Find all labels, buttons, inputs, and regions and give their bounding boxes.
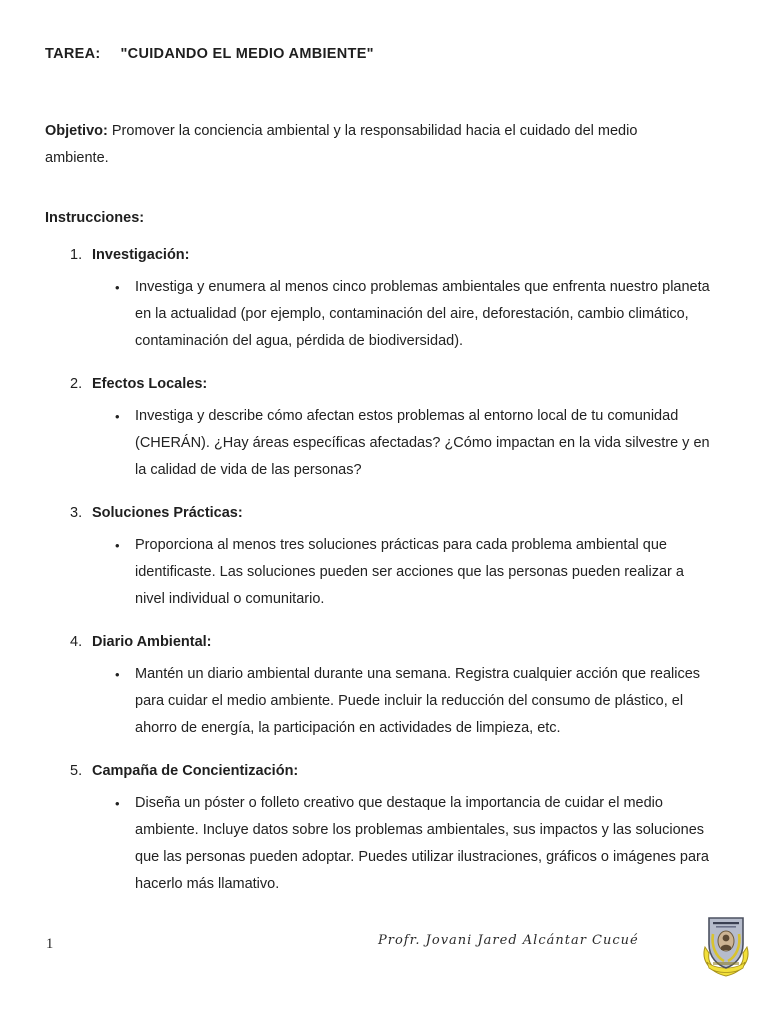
teacher-signature: Profr. Jovani Jared Alcántar Cucué <box>378 933 639 948</box>
item-heading-label: Investigación: <box>92 247 190 263</box>
item-bullet-text: • Investiga y enumera al menos cinco problemas ambientales que enfrenta nuestro planeta en la actualidad (por ejemplo, contaminación del aire, deforestación, cambio climático, contaminación del agua, pérdida de biodiversidad). <box>135 274 714 355</box>
item-heading <box>70 505 712 521</box>
item-heading <box>70 763 712 779</box>
item-heading <box>70 634 712 650</box>
item-number: 3. <box>70 505 83 521</box>
list-item <box>45 247 712 355</box>
item-heading <box>70 247 712 263</box>
title-text: "CUIDANDO EL MEDIO AMBIENTE" <box>120 46 374 62</box>
objective-label: Objetivo: <box>45 123 108 139</box>
objective-text: Promover la conciencia ambiental y la responsabilidad hacia el cuidado del medio ambiente. <box>45 123 638 166</box>
item-bullet-text: • Proporciona al menos tres soluciones prácticas para cada problema ambiental que identificaste. Las soluciones pueden ser acciones que las personas pueden realizar a nivel individual o comunitario. <box>135 532 714 613</box>
item-heading-label: Diario Ambiental: <box>92 634 212 650</box>
title-label: TAREA: <box>45 46 101 62</box>
item-heading <box>70 376 712 392</box>
item-number: 2. <box>70 376 83 392</box>
objective-paragraph <box>45 118 685 172</box>
item-bullet-text: • Mantén un diario ambiental durante una semana. Registra cualquier acción que realices para cuidar el medio ambiente. Puede incluir la reducción del consumo de plástico, el ahorro de energía, la participación en actividades de limpieza, etc. <box>135 661 714 742</box>
item-heading-label: Efectos Locales: <box>92 376 208 392</box>
list-item <box>45 763 712 898</box>
item-number: 5. <box>70 763 83 779</box>
item-number: 4. <box>70 634 83 650</box>
list-item <box>45 505 712 613</box>
school-crest-icon <box>700 915 752 979</box>
page-number: 1 <box>46 936 54 952</box>
item-heading-label: Campaña de Concientización: <box>92 763 299 779</box>
item-number: 1. <box>70 247 83 263</box>
item-bullet-text: • Diseña un póster o folleto creativo que destaque la importancia de cuidar el medio ambiente. Incluye datos sobre los problemas ambientales, sus impactos y las soluciones que las personas pueden adoptar. Puedes utilizar ilustraciones, gráficos o imágenes para hacerlo más llamativo. <box>135 790 714 898</box>
item-heading-label: Soluciones Prácticas: <box>92 505 243 521</box>
instructions-heading: Instrucciones: <box>45 210 145 226</box>
list-item <box>45 376 712 484</box>
document-title <box>45 46 712 62</box>
item-bullet-text: • Investiga y describe cómo afectan estos problemas al entorno local de tu comunidad (CHERÁN). ¿Hay áreas específicas afectadas? ¿Cómo impactan en la vida silvestre y en la calidad de vida de las personas? <box>135 403 714 484</box>
list-item <box>45 634 712 742</box>
